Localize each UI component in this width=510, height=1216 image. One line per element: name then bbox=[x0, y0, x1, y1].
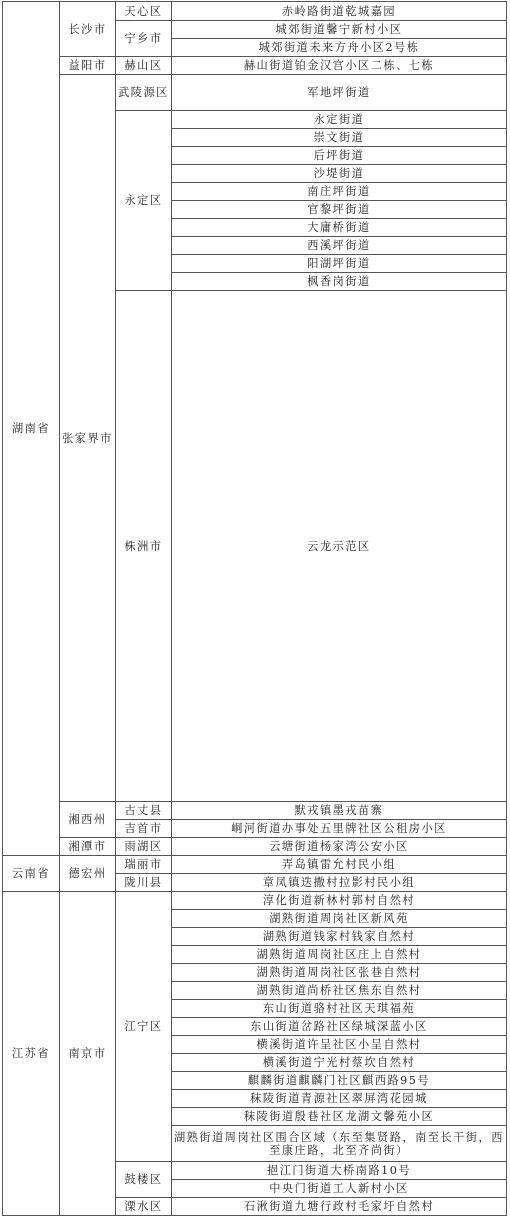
area-cell: 弄岛镇雷允村民小组 bbox=[172, 856, 507, 874]
area-cell: 湖熟街道周岗社区新风苑 bbox=[172, 910, 507, 928]
district-cell: 云龙示范区 bbox=[172, 291, 507, 802]
district-cell: 鼓楼区 bbox=[116, 1162, 172, 1198]
city-cell: 株洲市 bbox=[116, 291, 172, 802]
area-cell: 城郊街道未来方舟小区2号栋 bbox=[172, 39, 507, 57]
city-cell: 南京市 bbox=[60, 892, 116, 1216]
area-cell: 湖熟街道周岗社区围合区域（东至集贤路，南至长干街，西至康庄路，北至齐尚街） bbox=[172, 1126, 507, 1162]
area-cell: 阳湖坪街道 bbox=[172, 255, 507, 273]
table-row bbox=[3, 75, 507, 111]
city-cell: 德宏州 bbox=[60, 856, 116, 892]
province-cell: 湖南省 bbox=[3, 2, 60, 856]
area-cell: 云塘街道杨家湾公安小区 bbox=[172, 838, 507, 856]
table-row bbox=[3, 57, 507, 75]
area-cell: 东山街道骆村社区天琪福苑 bbox=[172, 1000, 507, 1018]
area-cell: 挹江门街道大桥南路10号 bbox=[172, 1162, 507, 1180]
district-cell: 吉首市 bbox=[116, 820, 172, 838]
area-cell: 沙堤街道 bbox=[172, 165, 507, 183]
area-cell: 横溪街道许呈社区小呈自然村 bbox=[172, 1036, 507, 1054]
city-cell: 张家界市 bbox=[60, 75, 116, 802]
area-cell: 枫香岗街道 bbox=[172, 273, 507, 291]
document-page bbox=[2, 1, 508, 1216]
area-cell: 东山街道岔路社区绿城深蓝小区 bbox=[172, 1018, 507, 1036]
district-cell: 天心区 bbox=[116, 2, 172, 21]
area-cell: 崇文街道 bbox=[172, 129, 507, 147]
district-cell: 古丈县 bbox=[116, 802, 172, 820]
table-row bbox=[3, 838, 507, 856]
area-cell: 石湫街道九塘行政村毛家圩自然村 bbox=[172, 1198, 507, 1216]
table-row bbox=[3, 2, 507, 21]
table-row bbox=[3, 892, 507, 910]
area-cell: 淳化街道新林村郭村自然村 bbox=[172, 892, 507, 910]
district-cell: 溧水区 bbox=[116, 1198, 172, 1216]
area-cell: 城郊街道馨宁新村小区 bbox=[172, 21, 507, 39]
district-cell: 赫山区 bbox=[116, 57, 172, 75]
city-cell: 益阳市 bbox=[60, 57, 116, 75]
district-cell: 宁乡市 bbox=[116, 21, 172, 57]
area-cell: 湖熟街道周岗社区庄上自然村 bbox=[172, 946, 507, 964]
area-cell: 后坪街道 bbox=[172, 147, 507, 165]
area-cell: 湖熟街道钱家村钱家自然村 bbox=[172, 928, 507, 946]
area-cell: 湖熟街道周岗社区张巷自然村 bbox=[172, 964, 507, 982]
area-cell: 南庄坪街道 bbox=[172, 183, 507, 201]
area-cell: 西溪坪街道 bbox=[172, 237, 507, 255]
area-cell: 湖熟街道尚桥社区焦东自然村 bbox=[172, 982, 507, 1000]
province-cell: 云南省 bbox=[3, 856, 60, 892]
district-cell: 瑞丽市 bbox=[116, 856, 172, 874]
area-cell: 永定街道 bbox=[172, 111, 507, 129]
area-cell: 秣陵街道青源社区翠屏湾花园城 bbox=[172, 1090, 507, 1108]
area-cell: 默戎镇墨戎苗寨 bbox=[172, 802, 507, 820]
district-cell: 武陵源区 bbox=[116, 75, 172, 111]
district-cell: 雨湖区 bbox=[116, 838, 172, 856]
area-cell: 军地坪街道 bbox=[172, 75, 507, 111]
area-cell: 麒麟街道麒麟门社区麒西路95号 bbox=[172, 1072, 507, 1090]
city-cell: 长沙市 bbox=[60, 2, 116, 57]
area-cell: 峒河街道办事处五里牌社区公租房小区 bbox=[172, 820, 507, 838]
area-cell: 赫山街道铂金汉宫小区二栋、七栋 bbox=[172, 57, 507, 75]
district-cell: 江宁区 bbox=[116, 892, 172, 1162]
area-cell: 横溪街道宁光村蔡坎自然村 bbox=[172, 1054, 507, 1072]
closure-area-table bbox=[2, 1, 507, 1216]
province-cell: 江苏省 bbox=[3, 892, 60, 1216]
area-cell: 赤岭路街道乾城嘉园 bbox=[172, 2, 507, 21]
table-row bbox=[3, 802, 507, 820]
area-cell: 官黎坪街道 bbox=[172, 201, 507, 219]
city-cell: 湘潭市 bbox=[60, 838, 116, 856]
area-cell: 中央门街道工人新村小区 bbox=[172, 1180, 507, 1198]
area-cell: 秣陵街道殷巷社区龙湖文馨苑小区 bbox=[172, 1108, 507, 1126]
area-cell: 章凤镇迭撒村拉影村民小组 bbox=[172, 874, 507, 892]
area-cell: 大庸桥街道 bbox=[172, 219, 507, 237]
district-cell: 陇川县 bbox=[116, 874, 172, 892]
table-row bbox=[3, 856, 507, 874]
district-cell: 永定区 bbox=[116, 111, 172, 291]
city-cell: 湘西州 bbox=[60, 802, 116, 838]
